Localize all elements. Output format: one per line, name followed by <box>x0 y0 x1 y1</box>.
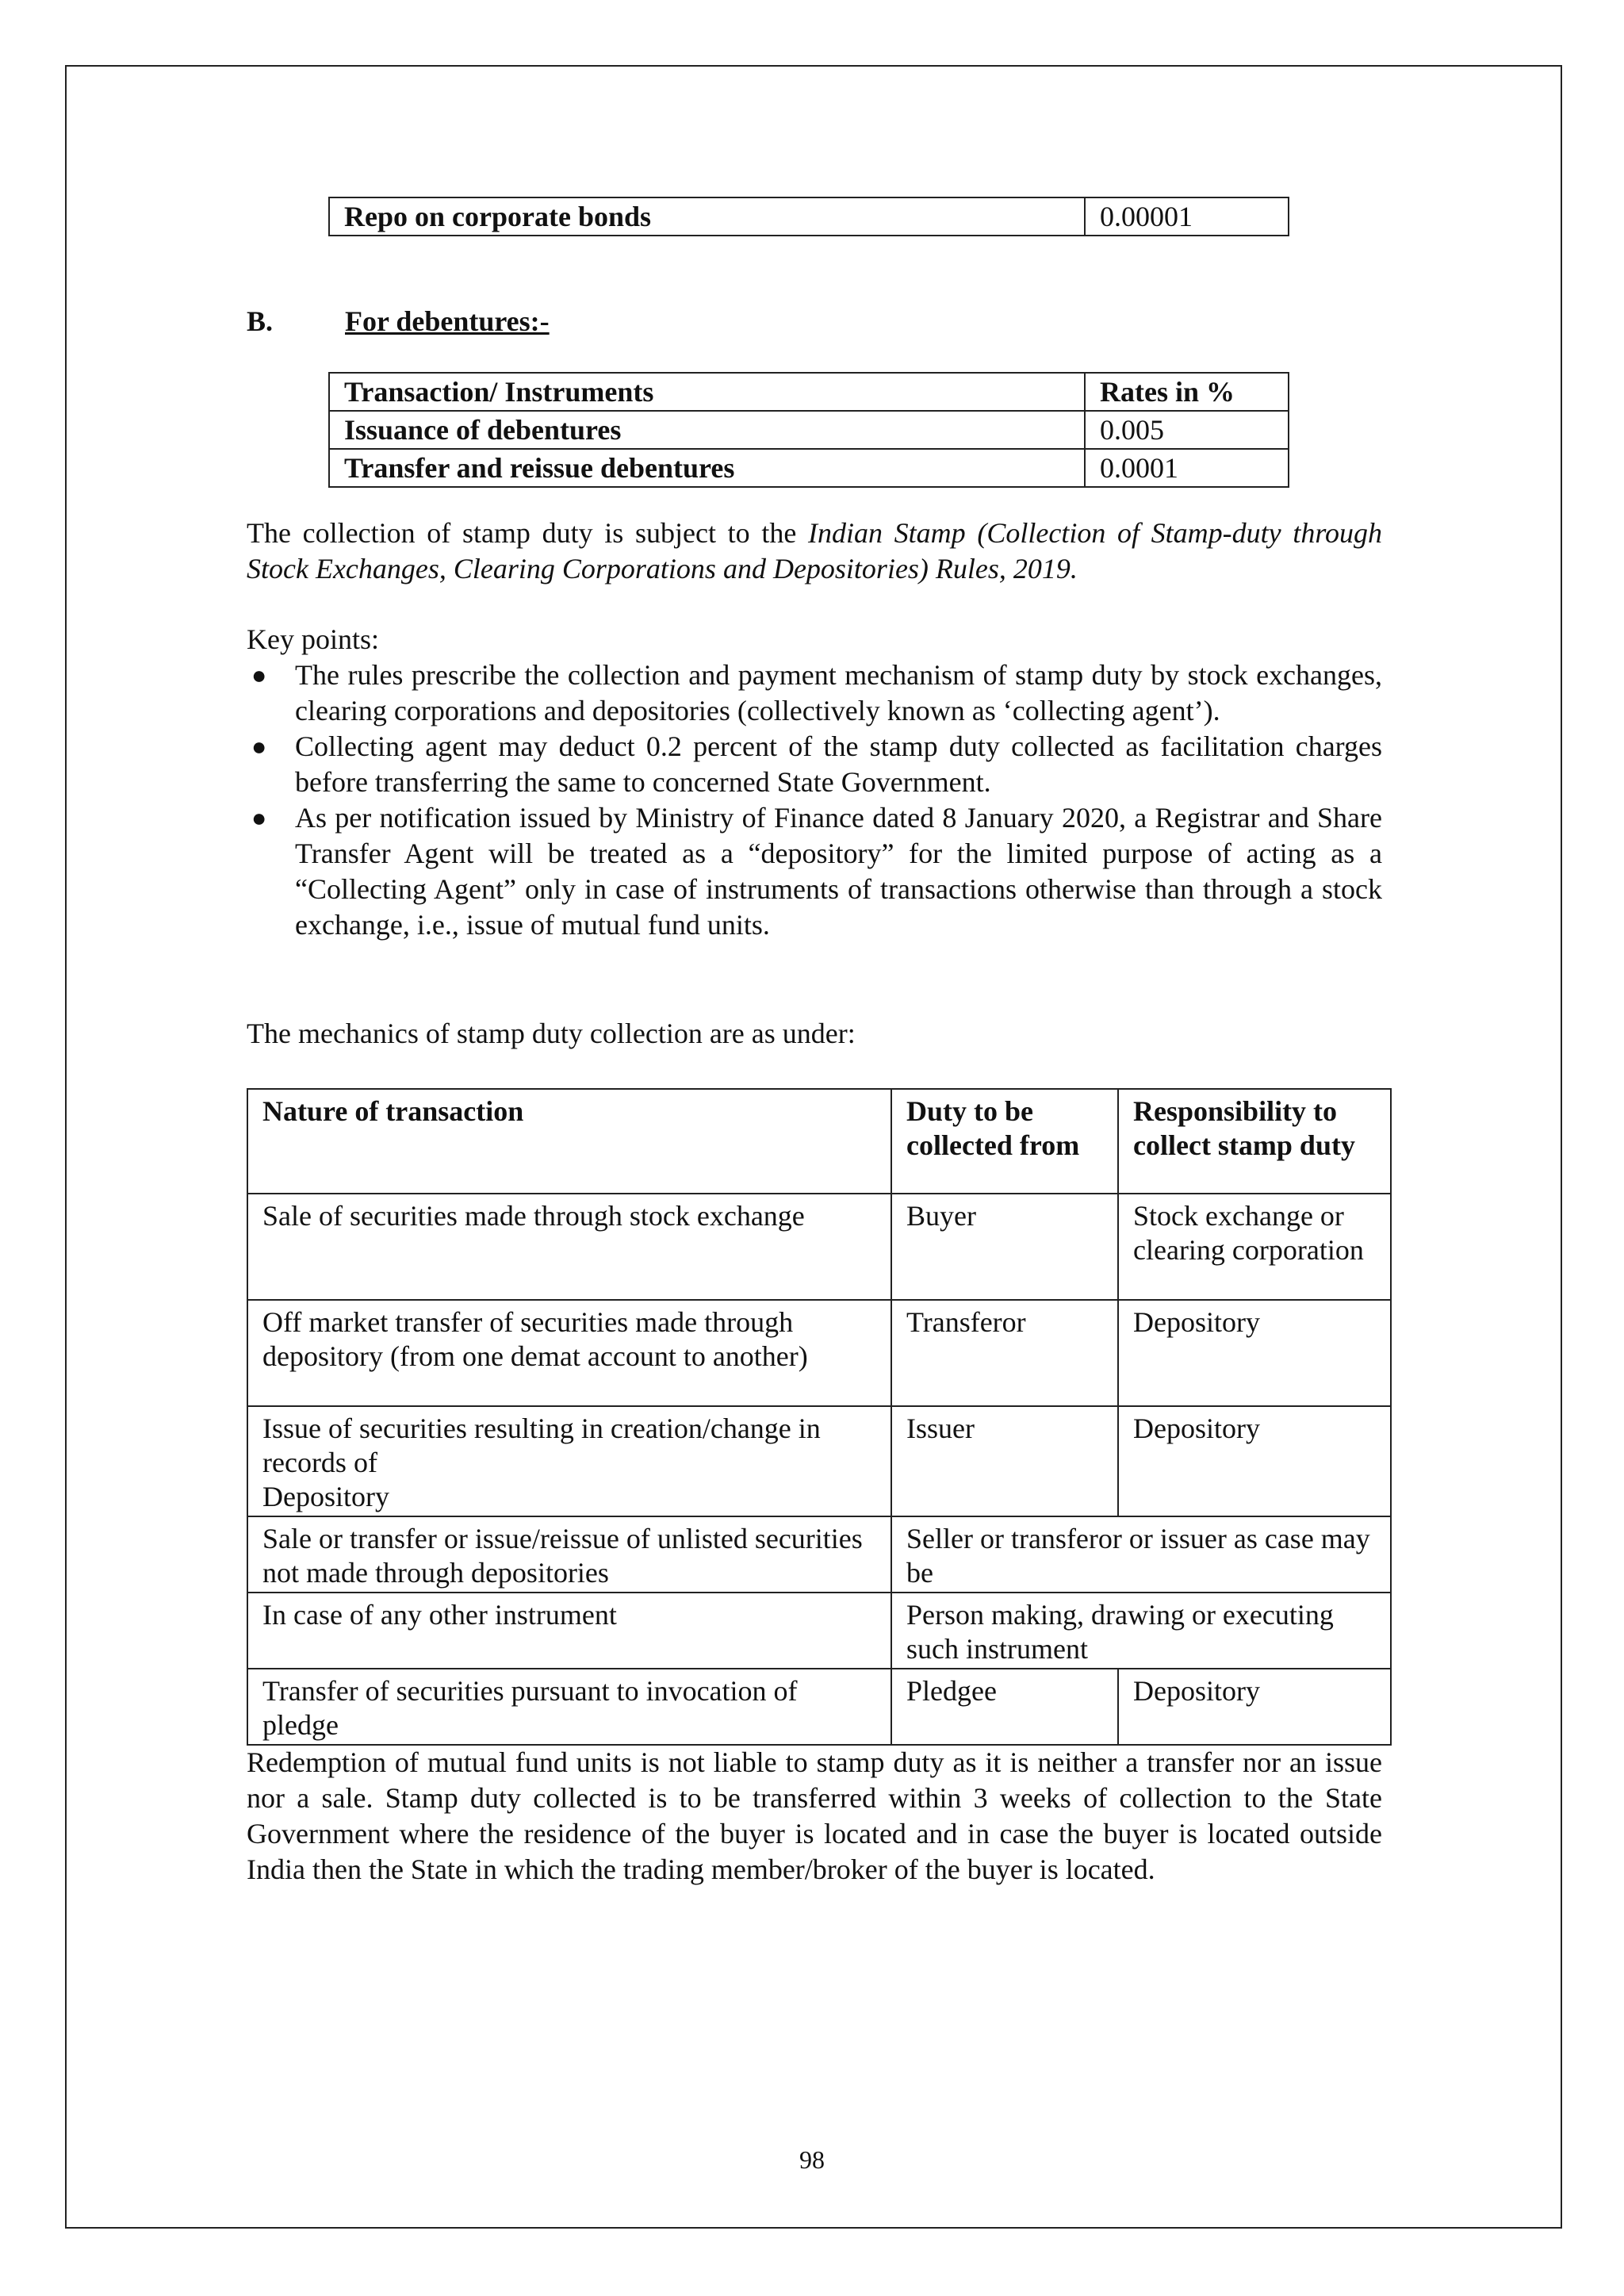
collection-prefix: The collection of stamp duty is subject to the <box>247 517 808 549</box>
row-rate: 0.0001 <box>1085 449 1289 487</box>
table-row <box>247 1516 1391 1593</box>
cell-nature-extra: Depository <box>262 1481 389 1512</box>
closing-paragraph: Redemption of mutual fund units is not liable to stamp duty as it is neither a transfer nor an issue nor a sale. Stamp duty collected is to be transferred within 3 weeks of collection to the State Government where the residence of the buyer is located and in case the buyer is located outside India then the State in which the trading member/broker of the buyer is located. <box>247 1746 1382 1885</box>
table-row <box>247 1593 1391 1669</box>
cell-nature: Transfer of securities pursuant to invocation of pledge <box>247 1669 891 1745</box>
cell-nature: In case of any other instrument <box>247 1593 891 1669</box>
row-label: Transfer and reissue debentures <box>329 449 1085 487</box>
table-row <box>329 197 1289 236</box>
header-responsibility: Responsibility to collect stamp duty <box>1118 1089 1391 1194</box>
bullet-icon: ● <box>251 732 267 761</box>
table-header-row <box>247 1089 1391 1194</box>
section-marker: B. <box>247 305 274 337</box>
list-item <box>247 657 1382 729</box>
repo-table <box>328 197 1289 236</box>
table-header-row <box>329 373 1289 411</box>
table-row <box>247 1300 1391 1406</box>
cell-responsibility: Depository <box>1118 1300 1391 1406</box>
cell-responsibility: Depository <box>1118 1669 1391 1745</box>
key-point-text: As per notification issued by Ministry of Finance dated 8 January 2020, a Registrar and Share Transfer Agent will be treated as a “depository” for the limited purpose of acting as a “Collecting Agent” only in case of instruments of transactions otherwise than through a stock exchange, i.e., issue of mutual fund units. <box>295 802 1382 941</box>
table-row <box>329 449 1289 487</box>
bullet-icon: ● <box>251 803 267 832</box>
row-label: Issuance of debentures <box>329 411 1085 449</box>
cell-nature: Off market transfer of securities made through depository (from one demat account to another) <box>247 1300 891 1406</box>
cell-nature-text: Issue of securities resulting in creation/change in records of <box>262 1412 821 1478</box>
rules-name: Indian Stamp (Collection of Stamp-duty through Stock Exchanges, Clearing Corporations and Depositories) Rules, 2019. <box>247 517 1383 585</box>
cell-duty-from: Pledgee <box>891 1669 1118 1745</box>
row-rate: 0.005 <box>1085 411 1289 449</box>
cell-duty-from-merged: Seller or transferor or issuer as case may be <box>891 1516 1391 1593</box>
cell-duty-from: Transferor <box>891 1300 1118 1406</box>
table-row <box>247 1406 1391 1516</box>
key-point-text: Collecting agent may deduct 0.2 percent of the stamp duty collected as facilitation charges before transferring the same to concerned State Government. <box>295 730 1382 798</box>
key-points-heading: Key points: <box>247 623 379 655</box>
collection-paragraph <box>247 516 1382 587</box>
cell-nature: Sale of securities made through stock exchange <box>247 1194 891 1300</box>
cell-nature <box>247 1406 891 1516</box>
section-b-heading <box>247 305 550 338</box>
key-points-list <box>247 657 1382 943</box>
key-points <box>247 622 1382 943</box>
cell-responsibility: Depository <box>1118 1406 1391 1516</box>
cell-duty-from-merged: Person making, drawing or executing such instrument <box>891 1593 1391 1669</box>
header-transaction: Transaction/ Instruments <box>329 373 1085 411</box>
bullet-icon: ● <box>251 661 267 689</box>
page-number: 98 <box>799 2145 825 2174</box>
debentures-table <box>328 372 1289 488</box>
table-row <box>247 1194 1391 1300</box>
cell-responsibility: Stock exchange or clearing corporation <box>1118 1194 1391 1300</box>
header-duty-from: Duty to be collected from <box>891 1089 1118 1194</box>
repo-label: Repo on corporate bonds <box>329 197 1085 236</box>
mechanics-table <box>247 1088 1392 1746</box>
list-item <box>247 800 1382 943</box>
table-row <box>329 411 1289 449</box>
mechanics-intro: The mechanics of stamp duty collection are as under: <box>247 1018 856 1049</box>
cell-nature: Sale or transfer or issue/reissue of unlisted securities not made through depositories <box>247 1516 891 1593</box>
list-item <box>247 729 1382 800</box>
section-title: For debentures:- <box>345 305 550 337</box>
cell-duty-from: Issuer <box>891 1406 1118 1516</box>
table-row <box>247 1669 1391 1745</box>
key-point-text: The rules prescribe the collection and payment mechanism of stamp duty by stock exchanges, clearing corporations and depositories (collectively known as ‘collecting agent’). <box>295 659 1382 726</box>
header-nature: Nature of transaction <box>247 1089 891 1194</box>
header-rate: Rates in % <box>1085 373 1289 411</box>
repo-rate: 0.00001 <box>1085 197 1289 236</box>
cell-duty-from: Buyer <box>891 1194 1118 1300</box>
